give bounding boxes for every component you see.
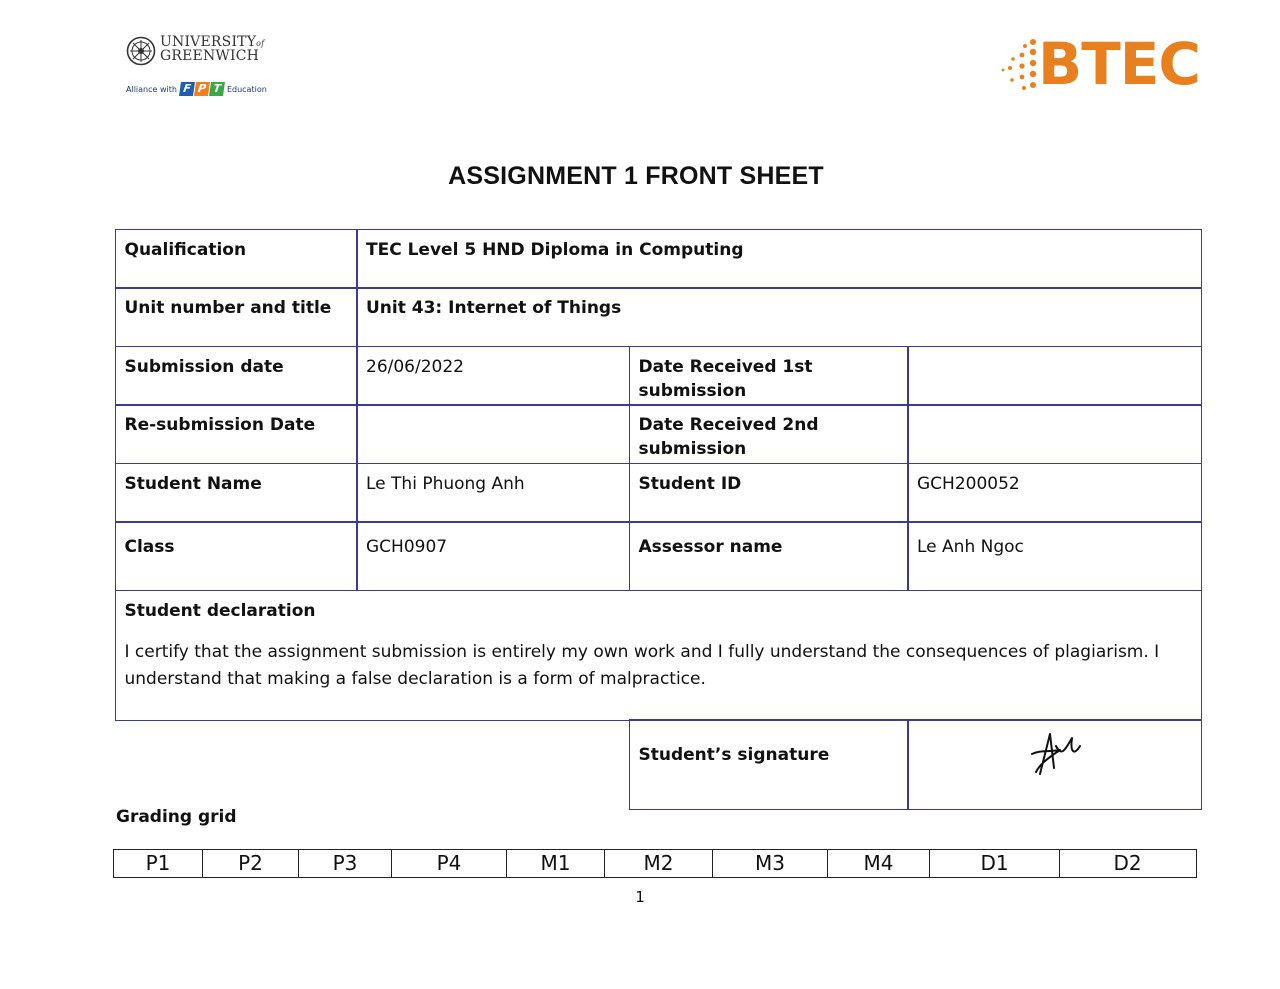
signature-label: Student’s signature — [629, 719, 909, 810]
student-id-value: GCH200052 — [907, 463, 1202, 523]
page-title: ASSIGNMENT 1 FRONT SHEET — [448, 162, 824, 190]
grade-cell-d1: D1 — [930, 850, 1060, 877]
unit-value: Unit 43: Internet of Things — [356, 287, 1202, 347]
declaration-row — [116, 591, 1202, 721]
btec-dots-icon — [1000, 36, 1040, 96]
grade-cell-p3: P3 — [299, 850, 392, 877]
grade-cell-p1: P1 — [114, 850, 203, 877]
resubmission-date-label: Re-submission Date — [115, 404, 358, 464]
grade-cell-p2: P2 — [203, 850, 299, 877]
declaration-heading: Student declaration — [124, 600, 316, 621]
fpt-logo: F P T — [180, 82, 224, 96]
grade-cell-m4: M4 — [828, 850, 930, 877]
university-of-greenwich-logo — [126, 34, 266, 104]
qualification-value: TEC Level 5 HND Diploma in Computing — [356, 229, 1202, 289]
grade-cell-p4: P4 — [392, 850, 507, 877]
student-row — [116, 464, 1202, 523]
btec-logo — [1000, 30, 1200, 100]
date-received-2-label: Date Received 2nd submission — [629, 404, 909, 464]
qualification-row — [116, 230, 1202, 289]
fpt-alliance: Alliance with F P T Education — [126, 82, 267, 95]
signature-row — [116, 721, 1202, 811]
page-number: 1 — [635, 888, 645, 906]
date-received-1-value — [907, 346, 1202, 406]
class-label: Class — [115, 521, 358, 591]
student-name-value: Le Thi Phuong Anh — [356, 463, 630, 523]
resubmission-row — [116, 406, 1202, 465]
class-row — [116, 523, 1202, 592]
unit-row — [116, 289, 1202, 348]
grading-grid — [113, 849, 1197, 878]
submission-date-value: 26/06/2022 — [356, 346, 630, 406]
btec-wordmark: BTEC — [1038, 30, 1200, 98]
resubmission-date-value — [356, 404, 630, 464]
grade-cell-m2: M2 — [605, 850, 713, 877]
qualification-label: Qualification — [115, 229, 358, 289]
handwritten-signature — [1026, 728, 1086, 782]
signature-box — [907, 719, 1202, 810]
student-declaration — [115, 590, 1203, 721]
front-sheet-table — [116, 230, 1202, 810]
grading-grid-title: Grading grid — [116, 807, 237, 827]
grade-cell-m1: M1 — [507, 850, 605, 877]
date-received-2-value — [907, 404, 1202, 464]
university-name: UNIVERSITYof GREENWICH — [160, 34, 265, 64]
assessor-label: Assessor name — [629, 521, 909, 591]
student-name-label: Student Name — [115, 463, 358, 523]
university-seal-icon — [126, 36, 156, 66]
grade-cell-m3: M3 — [713, 850, 828, 877]
student-id-label: Student ID — [629, 463, 909, 523]
date-received-1-label: Date Received 1st submission — [629, 346, 909, 406]
declaration-text: I certify that the assignment submission is entirely my own work and I fully understand the consequences of plagiarism. I understand that making a false declaration is a form of malpractice. — [124, 641, 1160, 689]
submission-date-label: Submission date — [115, 346, 358, 406]
assessor-value: Le Anh Ngoc — [907, 521, 1202, 591]
grade-cell-d2: D2 — [1113, 851, 1142, 875]
class-value: GCH0907 — [356, 521, 630, 591]
signature-spacer — [116, 721, 630, 811]
submission-row — [116, 347, 1202, 406]
unit-label: Unit number and title — [115, 287, 358, 347]
